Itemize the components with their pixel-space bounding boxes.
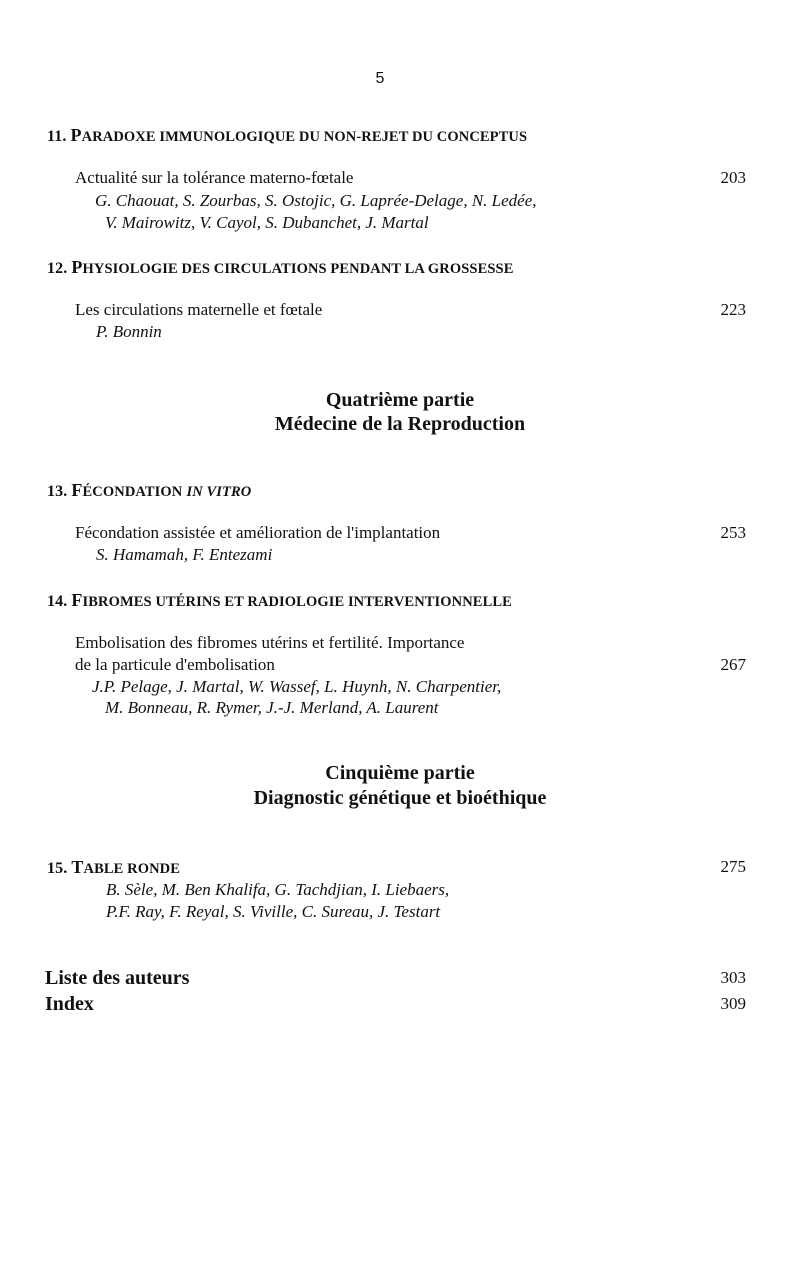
entry-authors-line: S. Hamamah, F. Entezami (96, 545, 273, 564)
entry-authors-line: B. Sèle, M. Ben Khalifa, G. Tachdjian, I. Liebaers, (106, 880, 450, 899)
chapter-title-initial: F (71, 480, 83, 500)
entry-authors-line: P. Bonnin (96, 322, 162, 341)
entry-authors-line: V. Mairowitz, V. Cayol, S. Dubanchet, J. Martal (105, 213, 429, 232)
entry-authors-line: J.P. Pelage, J. Martal, W. Wassef, L. Huynh, N. Charpentier, (92, 677, 502, 696)
chapter-title-rest: ARADOXE IMMUNOLOGIQUE DU NON-REJET DU CONCEPTUS (81, 129, 528, 145)
entry-title-line: Embolisation des fibromes utérins et fertilité. Importance (75, 633, 465, 652)
entry-page-number: 267 (720, 655, 746, 674)
entry-page-number: 203 (720, 168, 746, 187)
entry-page-number: 275 (720, 857, 746, 876)
chapter-title-initial: T (71, 857, 84, 877)
backmatter-page-number: 309 (720, 994, 746, 1013)
part-title: Médecine de la Reproduction (274, 413, 526, 435)
chapter-title-initial: P (71, 257, 83, 277)
chapter-number: 13. (47, 483, 68, 500)
backmatter-index: Index (45, 993, 94, 1015)
part-label: Quatrième partie (325, 389, 475, 411)
chapter-number: 14. (47, 593, 68, 610)
entry-authors-line: M. Bonneau, R. Rymer, J.-J. Merland, A. Laurent (105, 698, 439, 717)
chapter-title-rest: ABLE RONDE (83, 861, 181, 877)
backmatter-page-number: 303 (720, 968, 746, 987)
chapter-heading-13 (47, 480, 251, 501)
entry-title: Fécondation assistée et amélioration de l'implantation (75, 523, 441, 542)
entry-title: Les circulations maternelle et fœtale (75, 300, 323, 319)
chapter-title-rest: ÉCONDATION (82, 484, 183, 500)
chapter-number: 12. (47, 260, 68, 277)
chapter-title-rest: HYSIOLOGIE DES CIRCULATIONS PENDANT LA GROSSESSE (82, 261, 514, 277)
page-number: 5 (375, 70, 385, 87)
entry-title-line: de la particule d'embolisation (75, 655, 275, 674)
entry-authors-line: G. Chaouat, S. Zourbas, S. Ostojic, G. Laprée-Delage, N. Ledée, (95, 191, 537, 210)
chapter-title-initial: P (70, 125, 82, 145)
chapter-title-italic: IN VITRO (186, 484, 252, 500)
entry-page-number: 253 (720, 523, 746, 542)
backmatter-author-list: Liste des auteurs (45, 967, 190, 989)
chapter-number: 15. (47, 860, 68, 877)
chapter-heading-15 (47, 857, 180, 878)
entry-authors-line: P.F. Ray, F. Reyal, S. Viville, C. Sureau, J. Testart (106, 902, 441, 921)
chapter-title-rest: IBROMES UTÉRINS ET RADIOLOGIE INTERVENTIONNELLE (82, 594, 512, 610)
part-label: Cinquième partie (325, 762, 475, 784)
part-title: Diagnostic génétique et bioéthique (253, 787, 547, 809)
chapter-heading-14 (47, 590, 512, 611)
chapter-number: 11. (47, 128, 67, 145)
entry-title: Actualité sur la tolérance materno-fœtale (75, 168, 354, 187)
chapter-heading-11 (47, 125, 527, 146)
chapter-heading-12 (47, 257, 513, 278)
chapter-title-initial: F (71, 590, 83, 610)
entry-page-number: 223 (720, 300, 746, 319)
